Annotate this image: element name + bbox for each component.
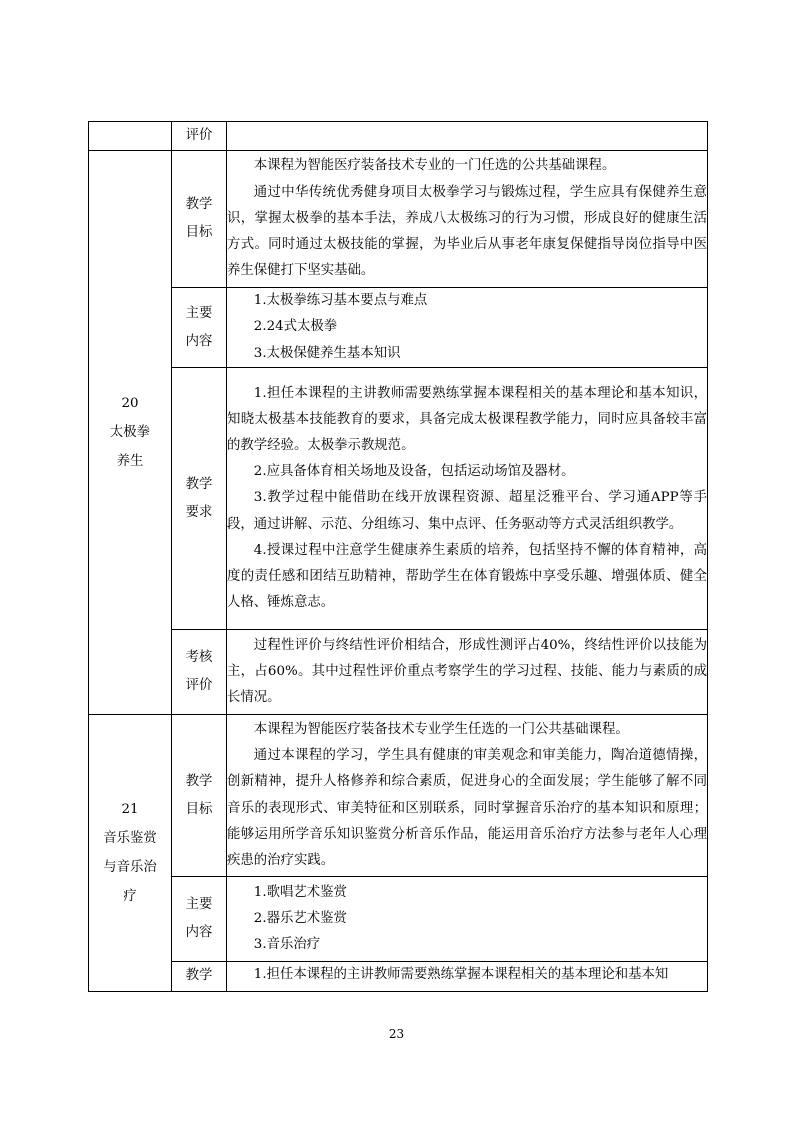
table-row <box>89 122 708 151</box>
section-label-line: 主要 <box>185 897 213 912</box>
table-row <box>89 630 708 715</box>
section-label-line: 教学 <box>185 197 213 212</box>
table-row <box>89 288 708 368</box>
section-label <box>172 630 227 715</box>
section-label-line: 教学 <box>185 476 213 492</box>
course-name-line: 疗 <box>123 889 137 904</box>
section-label-line: 考核 <box>185 650 213 665</box>
section-content <box>227 288 708 368</box>
course-number: 21 <box>121 802 139 817</box>
page-number: 23 <box>388 1027 405 1041</box>
section-label <box>172 288 227 368</box>
content-paragraph: 本课程为智能医疗装备技术专业的一门任选的公共基础课程。 <box>253 158 616 174</box>
section-content <box>227 368 708 630</box>
table-row <box>89 877 708 962</box>
section-content <box>227 715 708 877</box>
content-paragraph: 1.担任本课程的主讲教师需要熟练掌握本课程相关的基本理论和基本知 <box>253 967 669 982</box>
course-name-line: 养生 <box>116 454 144 469</box>
content-paragraph: 2.24式太极拳 <box>253 319 338 335</box>
table-row <box>89 368 708 630</box>
section-label <box>172 877 227 962</box>
section-label: 评价 <box>172 122 227 151</box>
content-paragraph: 2.应具备体育相关场地及设备，包括运动场馆及器材。 <box>253 464 575 480</box>
content-paragraph: 2.器乐艺术鉴赏 <box>253 910 347 926</box>
section-label-line: 主要 <box>185 305 213 321</box>
course-number: 20 <box>121 396 139 411</box>
section-label-line: 评价 <box>185 678 213 693</box>
course-name-line: 音乐鉴赏 <box>103 831 157 846</box>
section-label-line: 内容 <box>185 333 213 349</box>
course-table <box>88 121 708 992</box>
table-row <box>89 151 708 288</box>
content-paragraph: 3.音乐治疗 <box>253 937 321 953</box>
content-paragraph: 1.歌唱艺术鉴赏 <box>253 884 347 900</box>
section-content <box>227 122 708 151</box>
section-label-line: 目标 <box>185 801 213 817</box>
section-content <box>227 630 708 715</box>
course-name-line: 太极拳 <box>109 425 151 440</box>
section-content <box>227 151 708 288</box>
content-paragraph: 1.太极拳练习基本要点与难点 <box>253 293 428 309</box>
section-content <box>227 877 708 962</box>
section-label-line: 目标 <box>185 225 213 240</box>
course-name-cell <box>89 122 172 151</box>
section-label-line: 内容 <box>185 925 213 940</box>
section-label <box>172 368 227 630</box>
content-paragraph: 通过中华传统优秀健身项目太极拳学习与锻炼过程，学生应具有保健养生意识，掌握太极拳的基本手法，养成八太极练习的行为习惯，形成良好的健康生活方式。同时通过太极技能的掌握，为毕业后从事老年康复保健指导岗位指导中医养生保健打下坚实基础。 <box>227 184 707 279</box>
section-label-line: 要求 <box>185 504 213 520</box>
section-label-line: 教学 <box>185 773 213 789</box>
section-content <box>227 962 708 992</box>
content-paragraph: 1.担任本课程的主讲教师需要熟练掌握本课程相关的基本理论和基本知识，知晓太极基本技能教育的要求，具备完成太极课程教学能力，同时应具备较丰富的教学经验。太极拳示教规范。 <box>227 385 707 453</box>
content-paragraph: 3.太极保健养生基本知识 <box>253 345 401 361</box>
course-name-cell <box>89 151 172 715</box>
course-name-line: 与音乐治 <box>103 860 157 875</box>
section-label-line: 教学 <box>185 968 213 983</box>
course-name-cell <box>89 715 172 992</box>
section-label <box>172 962 227 992</box>
section-label <box>172 151 227 288</box>
section-label <box>172 715 227 877</box>
content-paragraph: 通过本课程的学习，学生具有健康的审美观念和审美能力，陶冶道德情操，创新精神，提升人格修养和综合素质，促进身心的全面发展；学生能够了解不同音乐的表现形式、审美特征和区别联系，同时掌握音乐治疗的基本知识和原理；能够运用所学音乐知识鉴赏分析音乐作品，能运用音乐治疗方法参与老年人心理疾患的治疗实践。 <box>227 748 707 868</box>
content-paragraph: 过程性评价与终结性评价相结合，形成性测评占40%，终结性评价以技能为主，占60%。其中过程性评价重点考察学生的学习过程、技能、能力与素质的成长情况。 <box>227 637 707 706</box>
table-row <box>89 962 708 992</box>
table-row <box>89 715 708 877</box>
content-paragraph: 本课程为智能医疗装备技术专业学生任选的一门公共基础课程。 <box>253 721 629 737</box>
content-paragraph: 3.教学过程中能借助在线开放课程资源、超星泛雅平台、学习通APP等手段，通过讲解、示范、分组练习、集中点评、任务驱动等方式灵活组织教学。 <box>227 490 707 532</box>
content-paragraph: 4.授课过程中注意学生健康养生素质的培养，包括坚持不懈的体育精神，高度的责任感和团结互助精神，帮助学生在体育锻炼中享受乐趣、增强体质、健全人格、锤炼意志。 <box>227 542 707 611</box>
